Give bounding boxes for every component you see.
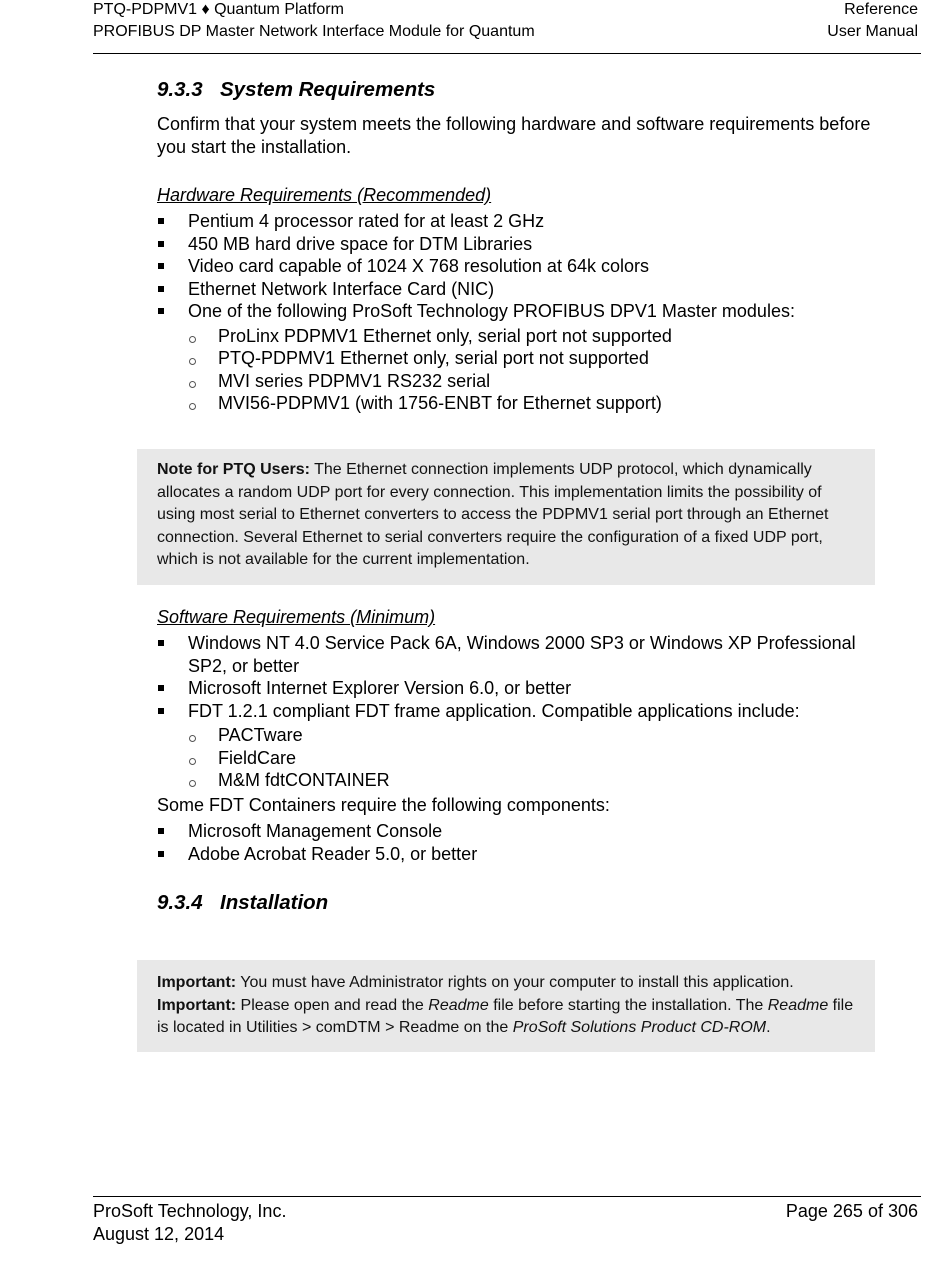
list-item-text: FDT 1.2.1 compliant FDT frame application. Compatible applications include: bbox=[188, 700, 800, 721]
hardware-requirements-list bbox=[157, 210, 877, 415]
note-label: Note for PTQ Users: bbox=[157, 461, 310, 478]
software-requirements-list bbox=[157, 632, 877, 792]
header-product-description: PROFIBUS DP Master Network Interface Module for Quantum bbox=[93, 23, 535, 40]
section-title: System Requirements bbox=[220, 78, 436, 101]
list-item bbox=[157, 700, 877, 792]
footer-left bbox=[93, 1200, 286, 1246]
sub-list-item: MVI56-PDPMV1 (with 1756-ENBT for Ethernet support) bbox=[188, 392, 877, 415]
section-number: 9.3.4 bbox=[157, 891, 203, 914]
page-header bbox=[93, 0, 921, 54]
sub-list-item: FieldCare bbox=[188, 747, 877, 770]
footer-date: August 12, 2014 bbox=[93, 1224, 225, 1244]
header-product-line: PTQ-PDPMV1 ♦ Quantum Platform bbox=[93, 1, 344, 18]
list-item: Ethernet Network Interface Card (NIC) bbox=[157, 278, 877, 301]
list-item: Adobe Acrobat Reader 5.0, or better bbox=[157, 843, 877, 866]
list-item: Pentium 4 processor rated for at least 2 GHz bbox=[157, 210, 877, 233]
sub-list-item: M&M fdtCONTAINER bbox=[188, 769, 877, 792]
important-text: Please open and read the bbox=[236, 996, 429, 1014]
important-text: file before starting the installation. The bbox=[488, 996, 768, 1014]
important-box bbox=[137, 960, 875, 1052]
important-text: You must have Administrator rights on your computer to install this application. bbox=[236, 974, 794, 991]
intro-paragraph: Confirm that your system meets the following hardware and software requirements before you start the installation. bbox=[157, 114, 871, 157]
section-heading-installation bbox=[157, 889, 877, 917]
important-label: Important: bbox=[157, 974, 237, 991]
header-right bbox=[827, 0, 918, 43]
list-item: Video card capable of 1024 X 768 resolution at 64k colors bbox=[157, 255, 877, 278]
list-item-text: One of the following ProSoft Technology PROFIBUS DPV1 Master modules: bbox=[188, 301, 795, 321]
page-number: Page 265 of 306 bbox=[785, 1201, 918, 1221]
hardware-requirements-heading: Hardware Requirements (Recommended) bbox=[157, 185, 492, 205]
important-label: Important: bbox=[157, 996, 237, 1014]
list-item: Microsoft Internet Explorer Version 6.0, or better bbox=[157, 677, 877, 700]
sub-list-item: MVI series PDPMV1 RS232 serial bbox=[188, 370, 877, 393]
readme-emphasis: Readme bbox=[428, 996, 489, 1014]
cdrom-emphasis: ProSoft Solutions Product CD-ROM bbox=[512, 1019, 767, 1037]
section-number: 9.3.3 bbox=[157, 78, 203, 101]
list-item bbox=[157, 300, 877, 415]
list-item: Windows NT 4.0 Service Pack 6A, Windows 2000 SP3 or Windows XP Professional SP2, or better bbox=[157, 632, 877, 677]
master-modules-list bbox=[188, 325, 877, 415]
important-line-readme bbox=[157, 995, 855, 1040]
components-intro: Some FDT Containers require the following components: bbox=[157, 794, 610, 815]
important-text: . bbox=[766, 1019, 771, 1037]
footer-company: ProSoft Technology, Inc. bbox=[93, 1201, 287, 1221]
section-title: Installation bbox=[220, 891, 329, 914]
header-document-type: User Manual bbox=[827, 23, 918, 40]
readme-emphasis: Readme bbox=[767, 996, 829, 1014]
header-left bbox=[93, 0, 535, 43]
important-line-admin bbox=[157, 972, 855, 995]
header-section-label: Reference bbox=[844, 1, 918, 18]
note-text: The Ethernet connection implements UDP protocol, which dynamically allocates a random UDP port for every connection. This implementation limits the possibility of using most serial to Ethernet converters to access the PDPMV1 serial port through an Ethernet connection. Several Ethernet to serial converters require the configuration of a fixed UDP port, which is not available for the current implementation. bbox=[157, 461, 829, 569]
section-heading-system-requirements bbox=[157, 76, 877, 104]
list-item: 450 MB hard drive space for DTM Libraries bbox=[157, 233, 877, 256]
software-content bbox=[157, 606, 877, 917]
list-item: Microsoft Management Console bbox=[157, 820, 877, 843]
components-list bbox=[157, 820, 877, 865]
software-requirements-heading: Software Requirements (Minimum) bbox=[157, 607, 436, 627]
important-text: file is located in Utilities > comDTM > Readme on the bbox=[157, 996, 854, 1037]
compatible-apps-list bbox=[188, 724, 877, 792]
note-box-ptq bbox=[137, 449, 875, 585]
sub-list-item: ProLinx PDPMV1 Ethernet only, serial port not supported bbox=[188, 325, 877, 348]
sub-list-item: PACTware bbox=[188, 724, 877, 747]
page-footer bbox=[93, 1196, 921, 1244]
sub-list-item: PTQ-PDPMV1 Ethernet only, serial port not supported bbox=[188, 347, 877, 370]
main-content bbox=[157, 76, 877, 415]
